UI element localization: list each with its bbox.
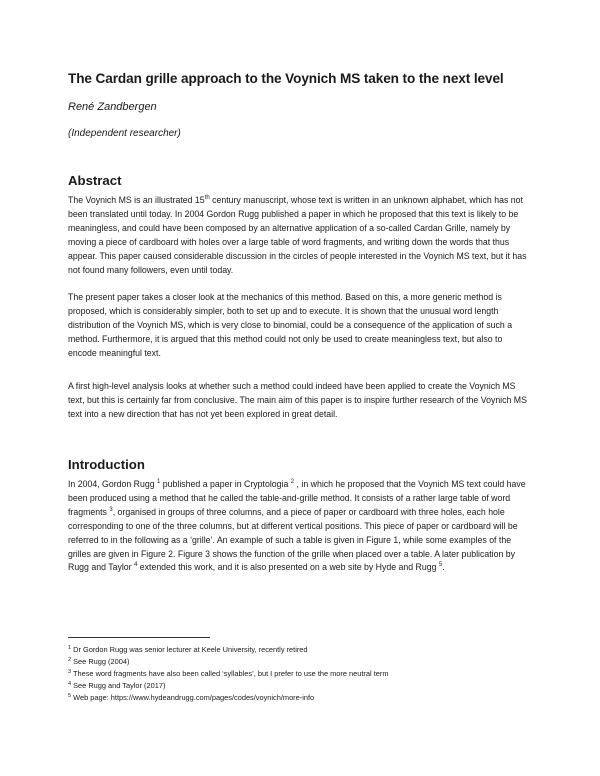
- abstract-paragraph-1: [68, 194, 532, 277]
- footnote-ref-5[interactable]: 5: [438, 562, 443, 569]
- introduction-heading: Introduction: [68, 457, 145, 472]
- footnote-ref-3[interactable]: 3: [109, 506, 113, 513]
- footnote-text: These word fragments have also been called ‘syllables’, but I prefer to use the more neutral term: [71, 669, 389, 678]
- abstract-heading: Abstract: [68, 173, 122, 188]
- abstract-paragraph-2: The present paper takes a closer look at the mechanics of this method. Based on this, a more generic method is proposed, which is considerably simpler, both to set up and to execute. It is shown that the unusual word length distribution of the Voynich MS, which is very close to binomial, could be a consequence of the application of such a method. Furthermore, it is argued that this method could not only be used to create meaningless text, but also to encode meaningful text.: [68, 292, 513, 358]
- abstract-paragraph-3: A first high-level analysis looks at whether such a method could indeed have been applied to create the Voynich MS text, but this is certainly far from conclusive. The main aim of this paper is to inspire further research of the Voynich MS text into a new direction that has not yet been explored in great detail.: [68, 381, 527, 419]
- footnote-2: [68, 657, 129, 667]
- footnote-text: See Rugg and Taylor (2017): [71, 681, 166, 690]
- footnote-number: 4: [68, 681, 72, 687]
- footnote-number: 2: [68, 657, 72, 663]
- footnote-text: See Rugg (2004): [71, 657, 130, 666]
- abstract-p1-text-b: century manuscript, whose text is written in an unknown alphabet, which has not been translated until today. In 2004 Gordon Rugg published a paper in which he proposed that this text is likely to be meaningless, and could have been composed by an alternative application of a so-called Cardan Grille, namely by moving a piece of cardboard with holes over a large table of word fragments, and writing down the words that thus appear. This paper caused considerable discussion in the circles of people interested in the Voynich MS text, but it has not found many followers, even until today.: [68, 195, 527, 275]
- footnote-url[interactable]: Web page: https://www.hydeandrugg.com/pages/codes/voynich/more-info: [71, 693, 315, 702]
- superscript: th: [204, 195, 210, 201]
- intro-text-1: In 2004, Gordon Rugg: [68, 479, 158, 489]
- footnote-separator: [68, 637, 210, 638]
- footnote-text: Dr Gordon Rugg was senior lecturer at Keele University, recently retired: [71, 645, 308, 654]
- footnote-4: [68, 681, 165, 691]
- footnote-ref-2[interactable]: 2: [290, 479, 295, 485]
- footnote-number: 1: [68, 645, 72, 651]
- intro-text-4: , organised in groups of three columns, and a piece of paper or cardboard with three holes, each hole corresponding to one of the three columns, but at different vertical positions. This piece of paper or cardboard will be referred to in the following as a ‘grille’. An example of such a table is given in Figure 1, while some examples of the grilles are given in Figure 2. Figure 3 shows the function of the grille when placed over a table. A later publication by Rugg and Taylor: [68, 506, 518, 573]
- footnote-number: 3: [68, 669, 72, 675]
- footnote-number: 5: [68, 693, 72, 699]
- introduction-paragraph: [68, 478, 532, 575]
- intro-text-5: extended this work, and it is also presented on a web site by Hyde and Rugg: [137, 562, 439, 573]
- footnote-ref-4[interactable]: 4: [134, 562, 138, 569]
- intro-text-6: .: [442, 562, 445, 573]
- intro-text-2: published a paper in Cryptologia: [160, 479, 291, 489]
- footnote-5: [68, 693, 314, 703]
- intro-text-3: , in which he proposed that the Voynich MS text could have been produced using a method that he called the table-and-grille method. It consists of a rather large table of word fragments: [68, 479, 526, 517]
- abstract-p1-text-a: The Voynich MS is an illustrated 15: [68, 195, 205, 205]
- footnote-1: [68, 645, 308, 655]
- author-affiliation: (Independent researcher): [68, 128, 181, 139]
- paper-title: The Cardan grille approach to the Voynich MS taken to the next level: [68, 71, 504, 86]
- author-name: René Zandbergen: [68, 101, 157, 113]
- footnote-ref-1[interactable]: 1: [157, 479, 161, 485]
- footnote-3: [68, 669, 388, 679]
